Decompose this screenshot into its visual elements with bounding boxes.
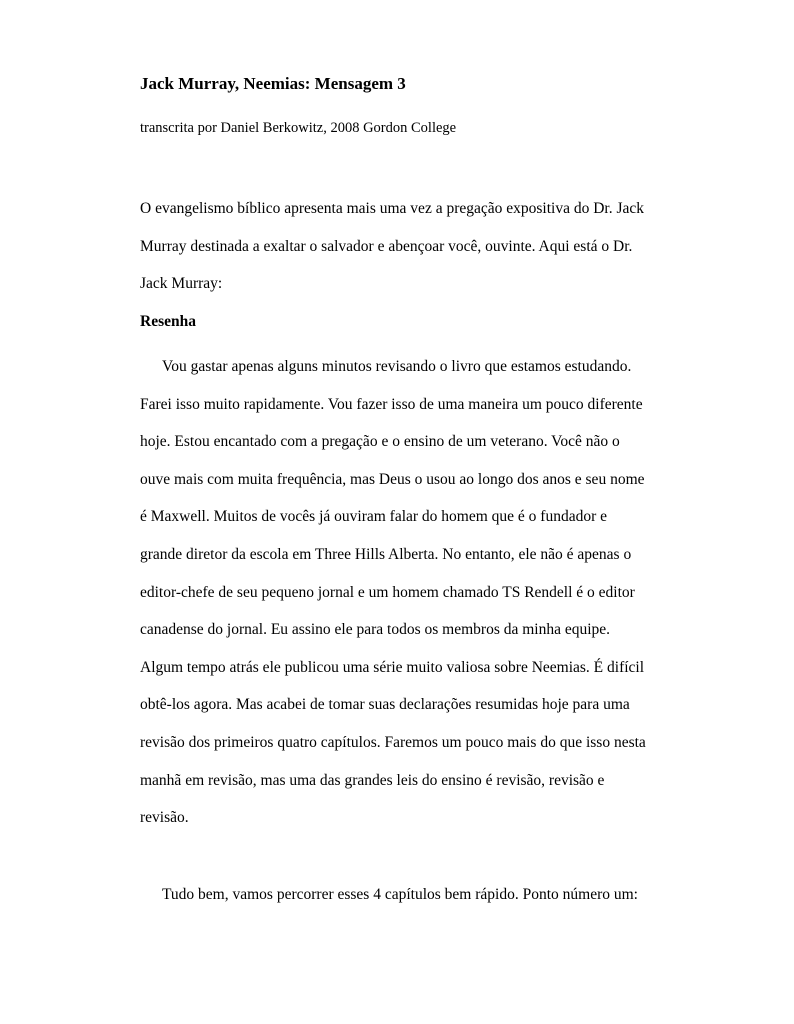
intro-paragraph — [140, 190, 700, 303]
paragraph-line: revisão dos primeiros quatro capítulos. Faremos um pouco mais do que isso nesta — [140, 733, 646, 751]
paragraph-line: Vou gastar apenas alguns minutos revisando o livro que estamos estudando. — [162, 358, 632, 375]
paragraph-line: Algum tempo atrás ele publicou uma série muito valiosa sobre Neemias. É difícil — [140, 658, 645, 676]
paragraph-line: revisão. — [140, 809, 189, 827]
intro-line: O evangelismo bíblico apresenta mais uma vez a pregação expositiva do Dr. Jack — [140, 200, 645, 217]
paragraph-line: hoje. Estou encantado com a pregação e o ensino de um veterano. Você não o — [140, 433, 620, 451]
paragraph-line: é Maxwell. Muitos de vocês já ouviram falar do homem que é o fundador e — [140, 508, 608, 526]
body-paragraph-1 — [140, 348, 700, 837]
section-heading: Resenha — [140, 313, 196, 330]
paragraph-line: Farei isso muito rapidamente. Vou fazer isso de uma maneira um pouco diferente — [140, 395, 643, 413]
paragraph-line: Tudo bem, vamos percorrer esses 4 capítulos bem rápido. Ponto número um: — [162, 886, 638, 903]
paragraph-line: manhã em revisão, mas uma das grandes leis do ensino é revisão, revisão e — [140, 771, 605, 789]
paragraph-line: canadense do jornal. Eu assino ele para todos os membros da minha equipe. — [140, 621, 611, 639]
intro-line: Murray destinada a exaltar o salvador e abençoar você, ouvinte. Aqui está o Dr. — [140, 237, 633, 255]
intro-line: Jack Murray: — [140, 275, 223, 292]
paragraph-line: grande diretor da escola em Three Hills Alberta. No entanto, ele não é apenas o — [140, 545, 632, 563]
body-paragraph-2 — [140, 876, 700, 914]
paragraph-line: ouve mais com muita frequência, mas Deus o usou ao longo dos anos e seu nome — [140, 470, 645, 488]
paragraph-line: editor-chefe de seu pequeno jornal e um homem chamado TS Rendell é o editor — [140, 583, 635, 601]
document-subtitle: transcrita por Daniel Berkowitz, 2008 Gordon College — [140, 120, 457, 136]
document-title: Jack Murray, Neemias: Mensagem 3 — [140, 74, 406, 93]
paragraph-line: obtê-los agora. Mas acabei de tomar suas declarações resumidas hoje para uma — [140, 696, 630, 714]
